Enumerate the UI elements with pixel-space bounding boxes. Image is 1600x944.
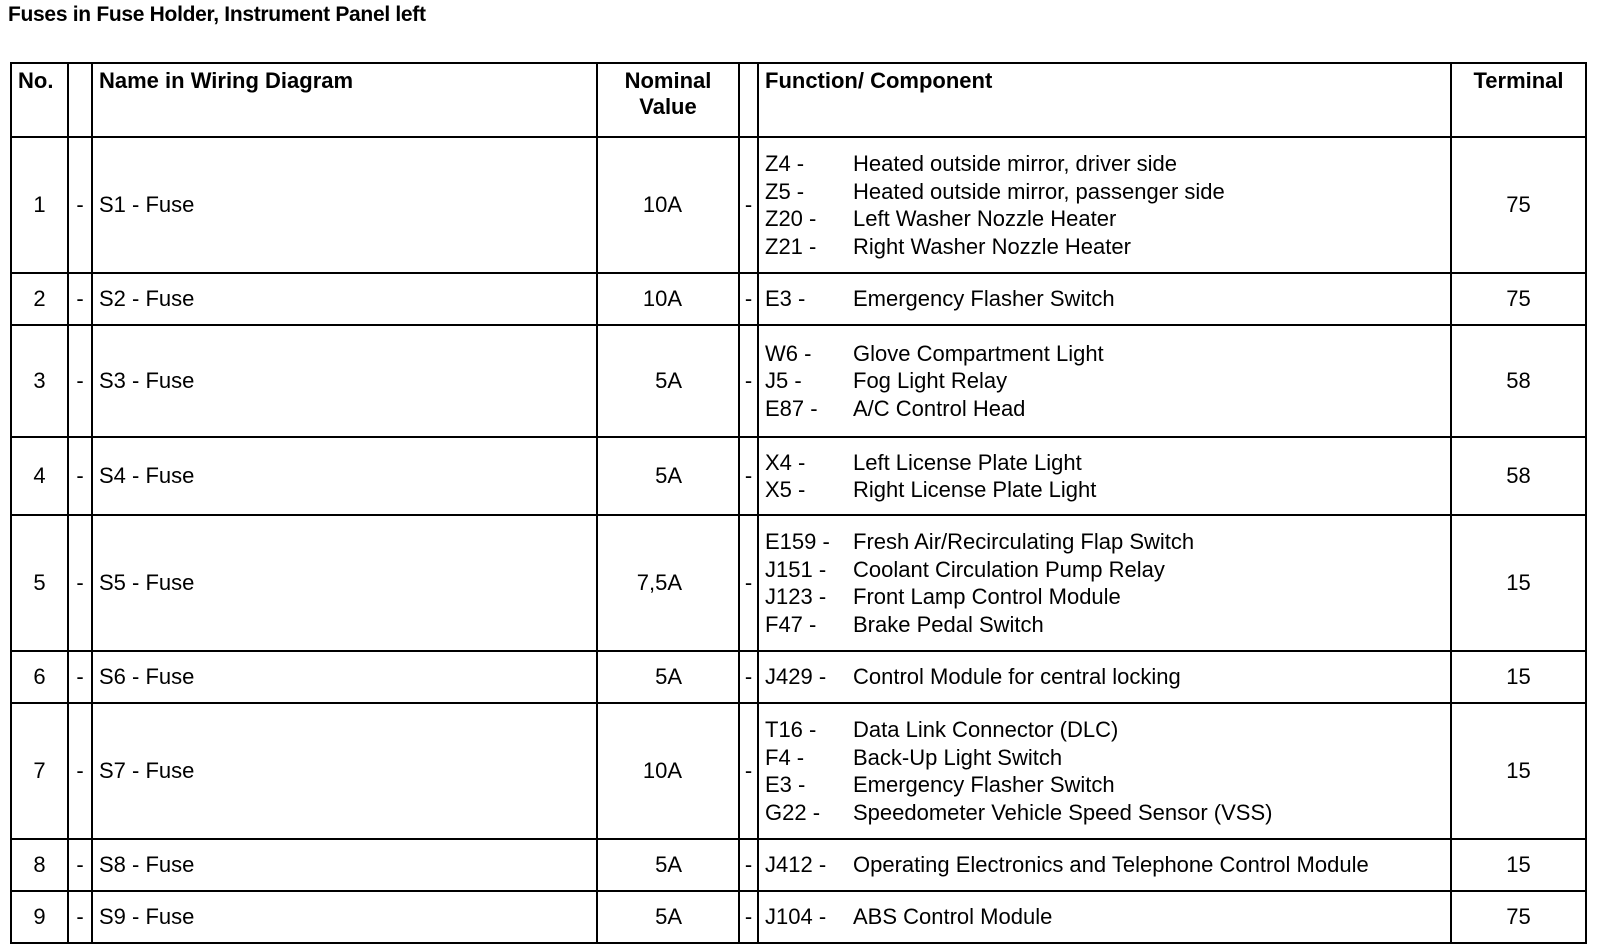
component-code: E3 - (765, 286, 806, 312)
function-line (765, 178, 1444, 206)
separator-dash: - (68, 137, 92, 273)
separator-dash: - (739, 437, 758, 515)
function-component-cell (758, 437, 1451, 515)
fuse-row (11, 437, 1586, 515)
component-description: Left Washer Nozzle Heater (853, 206, 1117, 231)
fuse-number: 6 (11, 651, 68, 703)
function-line (765, 771, 1444, 799)
fuse-number: 5 (11, 515, 68, 651)
fuse-number: 9 (11, 891, 68, 943)
separator-dash: - (68, 273, 92, 325)
header-row (11, 63, 1586, 137)
separator-dash: - (68, 651, 92, 703)
nominal-value: 5A (597, 325, 739, 437)
fuse-row (11, 703, 1586, 839)
component-description: Brake Pedal Switch (853, 611, 1044, 637)
component-description: Operating Electronics and Telephone Control Module (853, 852, 1369, 878)
header-terminal: Terminal (1451, 63, 1586, 137)
terminal-number: 15 (1451, 839, 1586, 891)
function-line (765, 367, 1444, 395)
fuse-row (11, 839, 1586, 891)
fuse-number: 8 (11, 839, 68, 891)
component-code: J412 - (765, 852, 827, 878)
header-spacer (68, 63, 92, 137)
function-line (765, 476, 1444, 504)
terminal-number: 15 (1451, 515, 1586, 651)
component-code: W6 - (765, 340, 812, 366)
fuse-number: 4 (11, 437, 68, 515)
function-component-cell (758, 325, 1451, 437)
separator-dash: - (739, 839, 758, 891)
wiring-diagram-name: S7 - Fuse (92, 703, 597, 839)
fuse-row (11, 515, 1586, 651)
header-value-line2: Value (639, 94, 697, 119)
wiring-diagram-name: S6 - Fuse (92, 651, 597, 703)
component-code: X5 - (765, 477, 806, 502)
nominal-value: 10A (597, 273, 739, 325)
nominal-value: 10A (597, 703, 739, 839)
component-code: T16 - (765, 717, 817, 742)
fuse-row (11, 137, 1586, 273)
component-description: Right License Plate Light (853, 477, 1097, 502)
function-line (765, 150, 1444, 178)
component-description: A/C Control Head (853, 395, 1026, 421)
terminal-number: 75 (1451, 891, 1586, 943)
header-spacer (739, 63, 758, 137)
function-line (765, 851, 1444, 879)
function-component-cell (758, 651, 1451, 703)
function-line (765, 528, 1444, 556)
wiring-diagram-name: S1 - Fuse (92, 137, 597, 273)
component-description: Control Module for central locking (853, 664, 1181, 690)
function-component-cell (758, 515, 1451, 651)
function-line (765, 205, 1444, 233)
separator-dash: - (739, 891, 758, 943)
header-nominal-value (597, 63, 739, 137)
component-description: ABS Control Module (853, 904, 1053, 930)
component-description: Heated outside mirror, passenger side (853, 178, 1225, 204)
component-code: F47 - (765, 611, 817, 637)
wiring-diagram-name: S4 - Fuse (92, 437, 597, 515)
function-component-cell (758, 839, 1451, 891)
function-component-cell (758, 137, 1451, 273)
component-code: J5 - (765, 368, 802, 394)
component-code: Z20 - (765, 206, 817, 231)
nominal-value: 5A (597, 891, 739, 943)
function-line (765, 340, 1444, 368)
component-code: E87 - (765, 395, 818, 421)
component-description: Left License Plate Light (853, 449, 1082, 475)
component-code: Z21 - (765, 233, 817, 259)
separator-dash: - (739, 137, 758, 273)
terminal-number: 58 (1451, 437, 1586, 515)
fuse-row (11, 891, 1586, 943)
separator-dash: - (68, 325, 92, 437)
component-description: Heated outside mirror, driver side (853, 151, 1178, 176)
component-description: Emergency Flasher Switch (853, 286, 1115, 312)
function-line (765, 583, 1444, 611)
component-description: Fog Light Relay (853, 368, 1008, 394)
fuse-number: 1 (11, 137, 68, 273)
component-code: J104 - (765, 904, 827, 930)
function-line (765, 744, 1444, 772)
nominal-value: 10A (597, 137, 739, 273)
terminal-number: 75 (1451, 137, 1586, 273)
component-code: J429 - (765, 664, 827, 690)
fuse-row (11, 651, 1586, 703)
component-description: Coolant Circulation Pump Relay (853, 556, 1165, 582)
function-line (765, 285, 1444, 313)
header-value-line1: Nominal (624, 68, 712, 93)
component-description: Glove Compartment Light (853, 340, 1104, 366)
component-code: E3 - (765, 772, 806, 797)
wiring-diagram-name: S2 - Fuse (92, 273, 597, 325)
header-name: Name in Wiring Diagram (92, 63, 597, 137)
component-code: Z5 - (765, 178, 805, 204)
component-description: Back-Up Light Switch (853, 744, 1063, 770)
page-title: Fuses in Fuse Holder, Instrument Panel left (8, 3, 426, 26)
component-code: E159 - (765, 529, 830, 554)
function-line (765, 611, 1444, 639)
fuse-table (10, 62, 1587, 944)
function-component-cell (758, 273, 1451, 325)
separator-dash: - (739, 515, 758, 651)
component-description: Fresh Air/Recirculating Flap Switch (853, 529, 1195, 554)
function-line (765, 556, 1444, 584)
function-line (765, 233, 1444, 261)
header-no: No. (11, 63, 68, 137)
fuse-number: 3 (11, 325, 68, 437)
separator-dash: - (739, 651, 758, 703)
component-code: X4 - (765, 449, 806, 475)
fuse-number: 2 (11, 273, 68, 325)
function-line (765, 449, 1444, 477)
component-description: Emergency Flasher Switch (853, 772, 1115, 797)
function-line (765, 799, 1444, 827)
fuse-row (11, 325, 1586, 437)
component-code: J123 - (765, 584, 827, 609)
terminal-number: 15 (1451, 651, 1586, 703)
terminal-number: 75 (1451, 273, 1586, 325)
component-description: Right Washer Nozzle Heater (853, 233, 1131, 259)
component-code: Z4 - (765, 151, 805, 176)
component-description: Speedometer Vehicle Speed Sensor (VSS) (853, 799, 1273, 825)
terminal-number: 15 (1451, 703, 1586, 839)
nominal-value: 5A (597, 437, 739, 515)
component-code: G22 - (765, 799, 821, 825)
function-line (765, 395, 1444, 423)
function-component-cell (758, 891, 1451, 943)
function-line (765, 716, 1444, 744)
wiring-diagram-name: S5 - Fuse (92, 515, 597, 651)
separator-dash: - (68, 515, 92, 651)
nominal-value: 5A (597, 651, 739, 703)
component-code: J151 - (765, 556, 827, 582)
fuse-row (11, 273, 1586, 325)
separator-dash: - (68, 703, 92, 839)
terminal-number: 58 (1451, 325, 1586, 437)
component-description: Front Lamp Control Module (853, 584, 1121, 609)
function-component-cell (758, 703, 1451, 839)
separator-dash: - (739, 325, 758, 437)
component-description: Data Link Connector (DLC) (853, 717, 1119, 742)
separator-dash: - (739, 703, 758, 839)
wiring-diagram-name: S9 - Fuse (92, 891, 597, 943)
wiring-diagram-name: S3 - Fuse (92, 325, 597, 437)
separator-dash: - (68, 839, 92, 891)
function-line (765, 903, 1444, 931)
fuse-number: 7 (11, 703, 68, 839)
header-function: Function/ Component (758, 63, 1451, 137)
separator-dash: - (68, 891, 92, 943)
separator-dash: - (68, 437, 92, 515)
separator-dash: - (739, 273, 758, 325)
nominal-value: 7,5A (597, 515, 739, 651)
component-code: F4 - (765, 744, 805, 770)
nominal-value: 5A (597, 839, 739, 891)
fuse-table-body (11, 137, 1586, 943)
function-line (765, 663, 1444, 691)
wiring-diagram-name: S8 - Fuse (92, 839, 597, 891)
